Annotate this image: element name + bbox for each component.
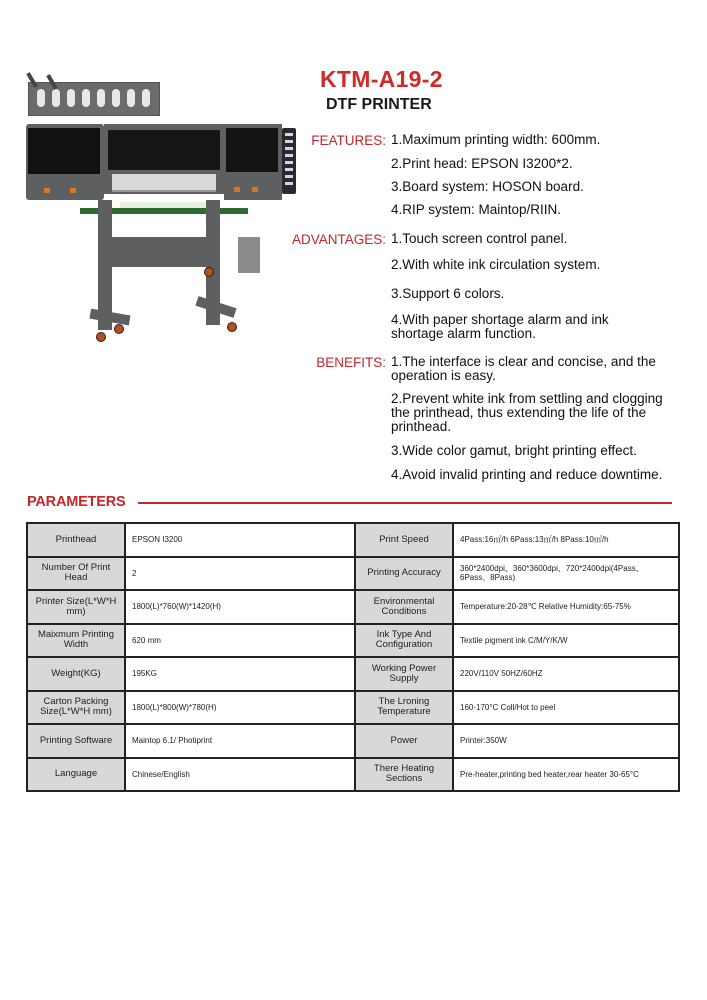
- param-key: Printing Accuracy: [355, 557, 453, 591]
- param-key: Printhead: [27, 523, 125, 557]
- wheel-icon: [204, 267, 214, 277]
- param-value: Chinese/English: [125, 758, 355, 792]
- table-row: [27, 758, 679, 792]
- table-row: [27, 724, 679, 758]
- table-row: [27, 523, 679, 557]
- param-value: 195KG: [125, 657, 355, 691]
- param-key: Maixmum Printing Width: [27, 624, 125, 658]
- param-value: 4Pass:16㎡/h 6Pass:13㎡/h 8Pass:10㎡/h: [453, 523, 679, 557]
- param-value: 2: [125, 557, 355, 591]
- parameters-table: [26, 522, 680, 792]
- param-key: Weight(KG): [27, 657, 125, 691]
- param-key: Print Speed: [355, 523, 453, 557]
- param-key: Carton Packing Size(L*W*H mm): [27, 691, 125, 725]
- ink-tank-rack: [28, 82, 160, 116]
- param-key: Ink Type And Configuration: [355, 624, 453, 658]
- benefit-item: 4.Avoid invalid printing and reduce downtime.: [391, 467, 663, 482]
- table-row: [27, 657, 679, 691]
- advantage-item: 2.With white ink circulation system.: [391, 257, 601, 272]
- advantages-label: ADVANTAGES:: [291, 232, 386, 247]
- param-key: There Heating Sections: [355, 758, 453, 792]
- features-label: FEATURES:: [311, 133, 386, 148]
- param-value: Textile pigment ink C/M/Y/K/W: [453, 624, 679, 658]
- advantage-item: 1.Touch screen control panel.: [391, 231, 568, 246]
- advantage-item: 3.Support 6 colors.: [391, 286, 505, 301]
- table-row: [27, 590, 679, 624]
- feature-item: 3.Board system: HOSON board.: [391, 179, 584, 194]
- param-value: Printer:350W: [453, 724, 679, 758]
- wheel-icon: [227, 322, 237, 332]
- param-key: Power: [355, 724, 453, 758]
- table-row: [27, 691, 679, 725]
- param-key: Number Of Print Head: [27, 557, 125, 591]
- param-value: 1800(L)*800(W)*780(H): [125, 691, 355, 725]
- param-key: Environmental Conditions: [355, 590, 453, 624]
- printer-photo: [20, 62, 295, 347]
- param-value: 360*2400dpi、360*3600dpi、720*2400dpi(4Pass、6Pass、8Pass): [453, 557, 679, 591]
- wheel-icon: [96, 332, 106, 342]
- advantage-item: 4.With paper shortage alarm and ink shortage alarm function.: [391, 312, 609, 341]
- param-key: The Lroning Temperature: [355, 691, 453, 725]
- feature-item: 1.Maximum printing width: 600mm.: [391, 132, 601, 147]
- product-type: DTF PRINTER: [326, 96, 432, 113]
- print-platen: [112, 174, 216, 192]
- param-value: EPSON I3200: [125, 523, 355, 557]
- table-row: [27, 557, 679, 591]
- param-value: Maintop 6.1/ Photiprint: [125, 724, 355, 758]
- param-value: Temperature:20-28℃ Relative Humidity:65-75%: [453, 590, 679, 624]
- ink-box: [238, 237, 260, 273]
- benefits-label: BENEFITS:: [316, 355, 386, 370]
- benefit-item: 2.Prevent white ink from settling and clogging the printhead, thus extending the life of the printhead.: [391, 391, 663, 434]
- feature-item: 2.Print head: EPSON I3200*2.: [391, 156, 573, 171]
- param-value: 220V/110V 50HZ/60HZ: [453, 657, 679, 691]
- param-value: 160-170°C Coll/Hot to peel: [453, 691, 679, 725]
- wheel-icon: [114, 324, 124, 334]
- param-key: Working Power Supply: [355, 657, 453, 691]
- param-value: 1800(L)*760(W)*1420(H): [125, 590, 355, 624]
- model-title: KTM-A19-2: [320, 66, 443, 92]
- table-row: [27, 624, 679, 658]
- param-key: Language: [27, 758, 125, 792]
- param-value: 620 mm: [125, 624, 355, 658]
- param-key: Printer Size(L*W*H mm): [27, 590, 125, 624]
- parameters-heading: PARAMETERS: [27, 494, 126, 510]
- param-value: Pre-heater,printing bed heater,rear heater 30-65°C: [453, 758, 679, 792]
- feature-item: 4.RIP system: Maintop/RIIN.: [391, 202, 562, 217]
- benefit-item: 3.Wide color gamut, bright printing effect.: [391, 443, 637, 458]
- param-key: Printing Software: [27, 724, 125, 758]
- benefit-item: 1.The interface is clear and concise, and the operation is easy.: [391, 354, 656, 383]
- parameters-divider: [138, 502, 672, 504]
